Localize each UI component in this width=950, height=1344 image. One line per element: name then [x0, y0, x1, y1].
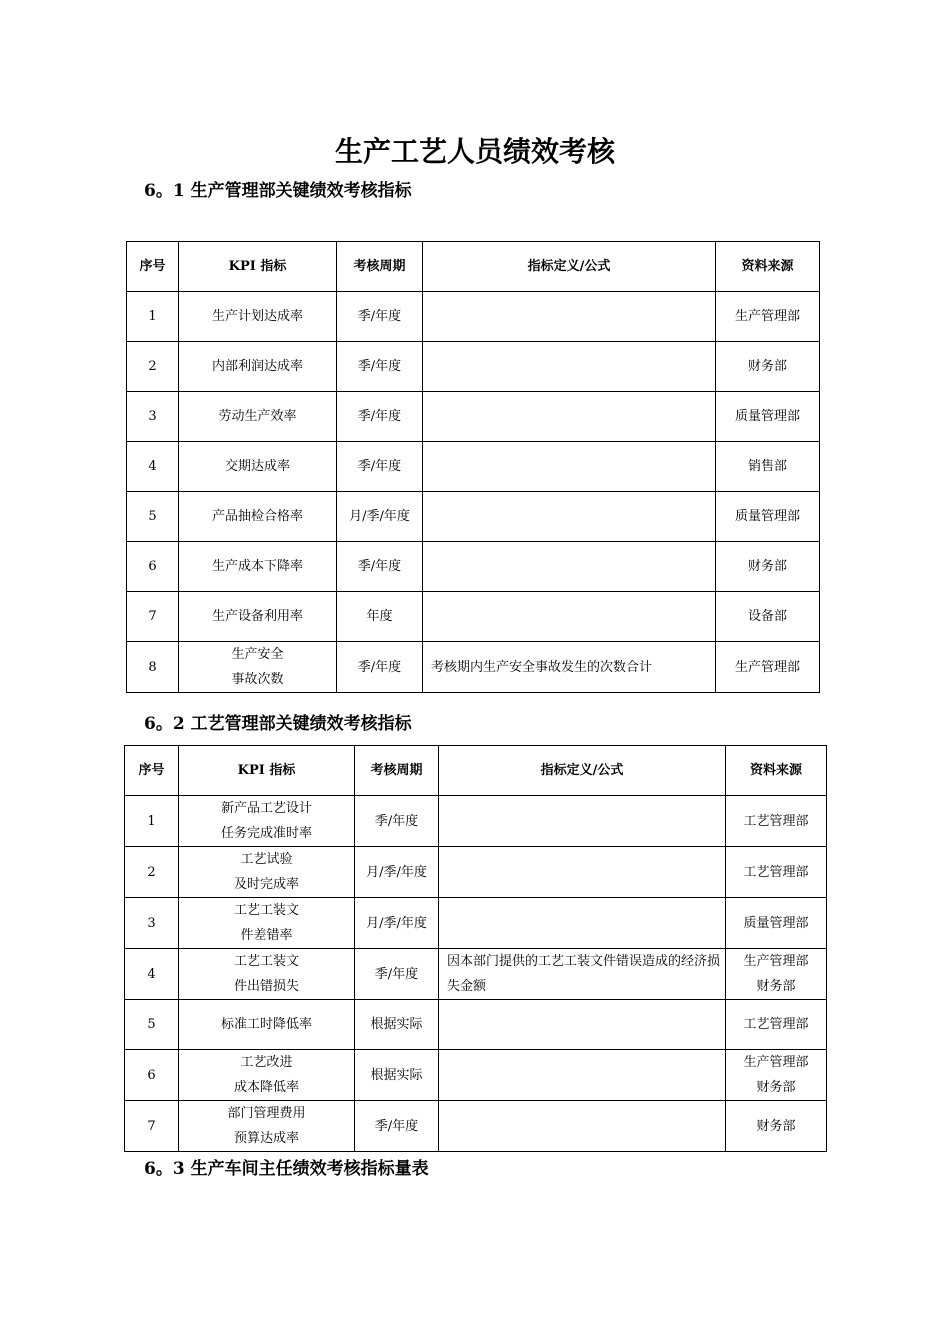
kpi-line: 工艺工装文 [233, 954, 299, 969]
kpi-line: 生产设备利用率 [211, 609, 303, 624]
cell-no: 7 [127, 592, 179, 642]
kpi-line: 件差错率 [240, 928, 293, 943]
table-row [127, 642, 820, 693]
cell-kpi [179, 1000, 355, 1050]
cell-period: 季/年度 [337, 342, 423, 392]
cell-kpi [179, 492, 337, 542]
cell-no: 8 [127, 642, 179, 693]
table-row [125, 1000, 827, 1050]
header-no: 序号 [125, 746, 179, 796]
table-row [127, 392, 820, 442]
cell-no: 2 [127, 342, 179, 392]
cell-source [716, 592, 820, 642]
table-row [127, 592, 820, 642]
cell-source [726, 949, 827, 1000]
source-line: 设备部 [747, 609, 787, 624]
kpi-line: 劳动生产效率 [218, 409, 297, 424]
cell-no: 1 [127, 292, 179, 342]
kpi-line: 标准工时降低率 [220, 1017, 312, 1032]
table-body [127, 292, 820, 693]
cell-no: 3 [127, 392, 179, 442]
source-line: 生产管理部 [743, 954, 809, 969]
cell-definition [423, 442, 716, 492]
table-row [125, 796, 827, 847]
source-line: 质量管理部 [734, 409, 800, 424]
cell-period: 季/年度 [355, 796, 439, 847]
cell-period: 月/季/年度 [355, 847, 439, 898]
cell-kpi [179, 1050, 355, 1101]
table-row [125, 1101, 827, 1152]
kpi-line: 内部利润达成率 [211, 359, 303, 374]
header-definition: 指标定义/公式 [423, 242, 716, 292]
kpi-line: 成本降低率 [233, 1080, 299, 1095]
cell-no: 3 [125, 898, 179, 949]
source-line: 工艺管理部 [743, 864, 809, 880]
section-3-heading: 6。3 生产车间主任绩效考核指标量表 [144, 1159, 429, 1179]
kpi-line: 生产计划达成率 [211, 309, 303, 324]
cell-period: 月/季/年度 [337, 492, 423, 542]
source-line: 财务部 [747, 559, 787, 574]
table-row [127, 442, 820, 492]
cell-source [716, 442, 820, 492]
cell-kpi [179, 796, 355, 847]
cell-kpi [179, 342, 337, 392]
kpi-line: 产品抽检合格率 [211, 509, 303, 524]
cell-definition [439, 796, 726, 847]
source-line: 质量管理部 [734, 509, 800, 524]
cell-no: 6 [127, 542, 179, 592]
cell-source [716, 392, 820, 442]
cell-kpi [179, 949, 355, 1000]
header-period: 考核周期 [355, 746, 439, 796]
kpi-line: 工艺改进 [240, 1055, 293, 1070]
cell-kpi [179, 847, 355, 898]
cell-period: 季/年度 [337, 542, 423, 592]
cell-no: 6 [125, 1050, 179, 1101]
kpi-line: 事故次数 [231, 672, 284, 687]
cell-period: 根据实际 [355, 1000, 439, 1050]
source-line: 财务部 [756, 1080, 796, 1095]
cell-kpi [179, 1101, 355, 1152]
cell-no: 1 [125, 796, 179, 847]
cell-source [726, 898, 827, 949]
cell-definition [439, 1050, 726, 1101]
cell-kpi [179, 542, 337, 592]
cell-source [716, 642, 820, 693]
cell-source [726, 847, 827, 898]
cell-definition [439, 1101, 726, 1152]
source-line: 生产管理部 [734, 309, 800, 324]
cell-definition [423, 342, 716, 392]
cell-definition: 考核期内生产安全事故发生的次数合计 [423, 642, 716, 693]
cell-period: 月/季/年度 [355, 898, 439, 949]
source-line: 生产管理部 [734, 659, 800, 675]
cell-no: 7 [125, 1101, 179, 1152]
cell-source [716, 292, 820, 342]
cell-definition [423, 492, 716, 542]
header-definition: 指标定义/公式 [439, 746, 726, 796]
source-line: 财务部 [756, 979, 796, 994]
table-row [127, 292, 820, 342]
cell-source [726, 1101, 827, 1152]
cell-kpi [179, 898, 355, 949]
kpi-line: 及时完成率 [233, 877, 299, 892]
cell-no: 4 [125, 949, 179, 1000]
table-row [125, 949, 827, 1000]
header-source: 资料来源 [726, 746, 827, 796]
cell-no: 5 [125, 1000, 179, 1050]
header-kpi: KPI 指标 [179, 242, 337, 292]
table-row [125, 898, 827, 949]
cell-kpi [179, 642, 337, 693]
kpi-line: 预算达成率 [233, 1131, 299, 1146]
kpi-table-process [124, 745, 827, 1152]
source-line: 销售部 [747, 459, 787, 474]
table-row [125, 1050, 827, 1101]
cell-kpi [179, 392, 337, 442]
cell-source [726, 1050, 827, 1101]
cell-no: 2 [125, 847, 179, 898]
cell-no: 5 [127, 492, 179, 542]
source-line: 财务部 [747, 359, 787, 374]
cell-period: 年度 [337, 592, 423, 642]
cell-definition [423, 542, 716, 592]
cell-kpi [179, 442, 337, 492]
source-line: 生产管理部 [743, 1055, 809, 1070]
cell-source [716, 342, 820, 392]
table-row [125, 847, 827, 898]
kpi-line: 新产品工艺设计 [220, 801, 312, 816]
cell-period: 季/年度 [337, 292, 423, 342]
kpi-table-production [126, 241, 820, 693]
header-period: 考核周期 [337, 242, 423, 292]
cell-period: 根据实际 [355, 1050, 439, 1101]
kpi-line: 工艺工装文 [233, 903, 299, 918]
header-source: 资料来源 [716, 242, 820, 292]
source-line: 工艺管理部 [743, 1017, 809, 1032]
cell-definition [423, 392, 716, 442]
document-title: 生产工艺人员绩效考核 [334, 135, 615, 168]
table-row [127, 542, 820, 592]
kpi-line: 生产成本下降率 [211, 559, 303, 574]
cell-source [726, 1000, 827, 1050]
cell-period: 季/年度 [337, 642, 423, 693]
table-header-row [127, 242, 820, 292]
kpi-line: 部门管理费用 [227, 1106, 306, 1121]
cell-source [726, 796, 827, 847]
cell-source [716, 542, 820, 592]
kpi-line: 生产安全 [231, 647, 284, 662]
cell-period: 季/年度 [337, 392, 423, 442]
table-header-row [125, 746, 827, 796]
kpi-line: 件出错损失 [233, 979, 299, 994]
cell-definition [439, 847, 726, 898]
cell-definition [423, 592, 716, 642]
cell-definition [439, 898, 726, 949]
cell-kpi [179, 592, 337, 642]
section-2-heading: 6。2 工艺管理部关键绩效考核指标 [144, 714, 412, 734]
header-no: 序号 [127, 242, 179, 292]
source-line: 财务部 [756, 1118, 796, 1134]
cell-period: 季/年度 [355, 949, 439, 1000]
source-line: 工艺管理部 [743, 813, 809, 829]
kpi-line: 工艺试验 [240, 852, 293, 867]
cell-period: 季/年度 [355, 1101, 439, 1152]
table-body [125, 796, 827, 1152]
section-1-heading: 6。1 生产管理部关键绩效考核指标 [144, 181, 412, 201]
table-row [127, 492, 820, 542]
cell-period: 季/年度 [337, 442, 423, 492]
header-kpi: KPI 指标 [179, 746, 355, 796]
cell-definition [423, 292, 716, 342]
kpi-line: 任务完成准时率 [220, 826, 312, 841]
cell-no: 4 [127, 442, 179, 492]
cell-definition: 因本部门提供的工艺工装文件错误造成的经济损失金额 [439, 949, 726, 1000]
cell-source [716, 492, 820, 542]
cell-definition [439, 1000, 726, 1050]
kpi-line: 交期达成率 [224, 459, 290, 474]
table-row [127, 342, 820, 392]
source-line: 质量管理部 [743, 915, 809, 931]
cell-kpi [179, 292, 337, 342]
